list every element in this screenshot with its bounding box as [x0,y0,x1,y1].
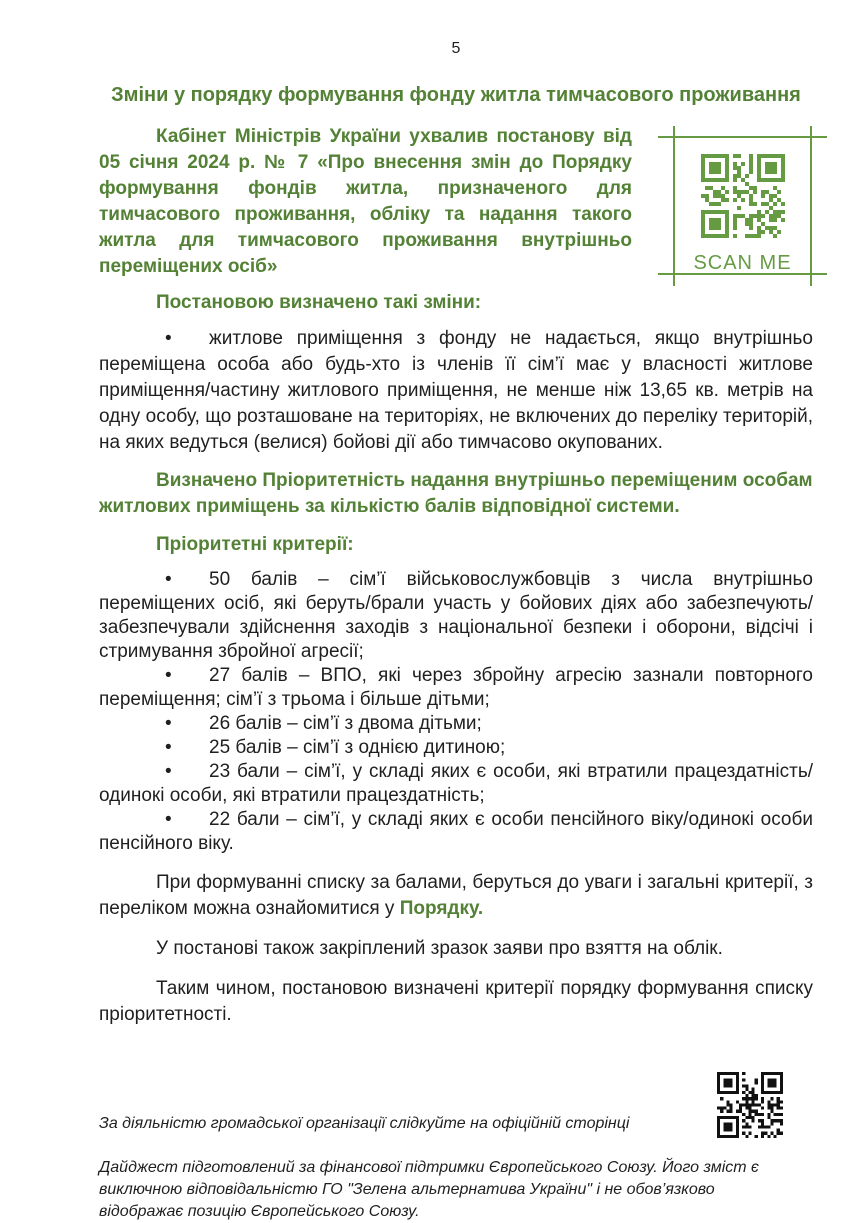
qr-code-icon [717,1072,783,1143]
disclaimer-text: Дайджест підготовлений за фінансової підтримки Європейського Союзу. Його зміст є виключною відповідальністю ГО "Зелена альтернатива України" і не обов’язково відображає позицію Європейського Союзу. [99,1159,759,1220]
sample-paragraph: У постанові також закріплений зразок заяви про взяття на облік. [156,938,723,959]
criteria-list [99,568,813,856]
list-item [99,808,813,856]
scan-me-frame [658,126,827,286]
list-item [99,568,813,664]
criteria-item-text: 26 балів – сім’ї з двома дітьми; [209,713,482,734]
footer-row [99,1072,813,1143]
criteria-item-text: 22 бали – сім’ї, у складі яких є особи пенсійного віку/одинокі особи пенсійного віку. [99,809,813,854]
bullet-icon: • [165,761,172,782]
changes-bullet [99,326,813,456]
follow-text: За діяльністю громадської організації слідкуйте на офіційній сторінці [99,1115,630,1132]
intro-paragraph: Кабінет Міністрів України ухвалив постанову від 05 січня 2024 р. № 7 «Про внесення змін до Порядку формування фондів житла, призначеного для тимчасового проживання, обліку та надання такого житла для тимчасового проживання внутрішньо переміщених осіб» [99,126,632,277]
qr-code-icon [701,154,785,243]
intro-section [99,124,813,280]
bullet-icon: • [165,809,172,830]
criteria-item-text: 25 балів – сім’ї з однією дитиною; [209,737,506,758]
changes-heading: Постановою визначено такі зміни: [156,292,482,313]
bullet-icon: • [165,665,172,686]
bullet-icon: • [165,328,172,349]
page-number: 5 [451,40,461,57]
footer [99,1072,813,1223]
criteria-item-text: 27 балів – ВПО, які через збройну агресію зазнали повторного переміщення; сім’ї з трьома і більше дітьми; [99,665,813,710]
page-title: Зміни у порядку формування фонду житла тимчасового проживання [111,84,801,106]
general-criteria-paragraph [99,870,813,922]
bullet-icon: • [165,713,172,734]
changes-bullet-text: житлове приміщення з фонду не надається, якщо внутрішньо переміщена особа або будь-хто із членів її сім’ї має у власності житлове приміщення/частину житлового приміщення, не менше ніж 13,65 кв. метрів на одну особу, що розташоване на територіях, не включених до переліку територій, на яких ведуться (велися) бойові дії або тимчасово окупованих. [99,328,813,453]
priority-statement: Визначено Пріоритетність надання внутрішньо переміщеним особам житлових приміщень за кількістю балів відповідної системи. [99,470,813,517]
list-item [99,760,813,808]
general-criteria-text: При формуванні списку за балами, беруться до уваги і загальні критерії, з переліком можна ознайомитися у [99,872,813,919]
frame-line-top [658,136,827,138]
list-item [99,736,813,760]
criteria-heading: Пріоритетні критерії: [156,534,354,555]
criteria-item-text: 50 балів – сім’ї військовослужбовців з числа внутрішньо переміщених осіб, які беруть/брали участь у бойових діях або забезпечують/забезпечували здійснення заходів з національної безпеки і оборони, відсічі і стримування збройної агресії; [99,569,813,662]
conclusion-paragraph: Таким чином, постановою визначені критерії порядку формування списку пріоритетності. [99,978,813,1025]
list-item [99,664,813,712]
criteria-item-text: 23 бали – сім’ї, у складі яких є особи, які втратили працездатність/одинокі особи, які втратили працездатність; [99,761,813,806]
scan-me-label: SCAN ME [693,252,792,274]
poryadku-link[interactable]: Порядку. [399,898,484,919]
bullet-icon: • [165,569,172,590]
bullet-icon: • [165,737,172,758]
list-item [99,712,813,736]
